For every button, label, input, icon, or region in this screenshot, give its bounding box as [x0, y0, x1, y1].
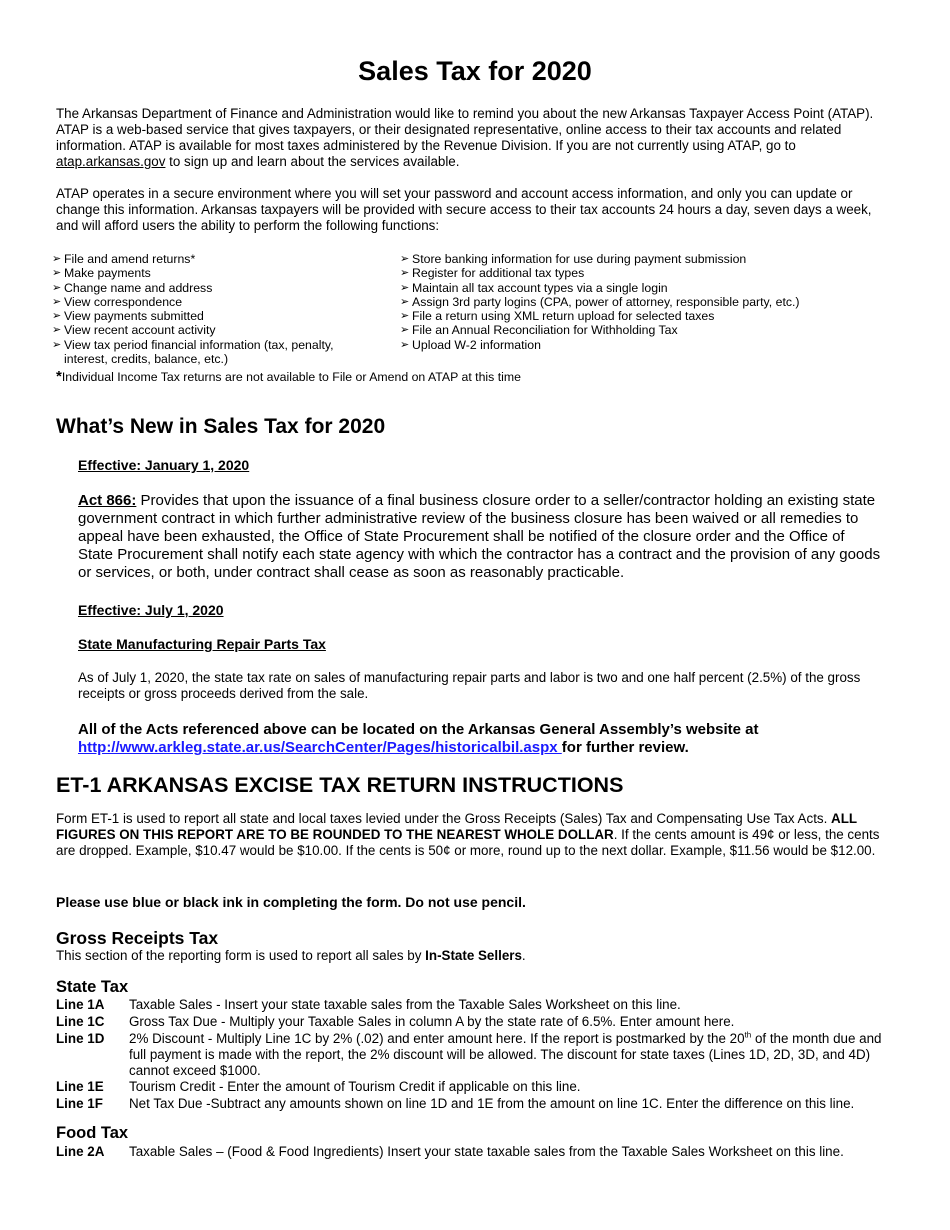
gross-text: This section of the reporting form is used to report all sales by [56, 948, 426, 963]
whats-new-heading: What’s New in Sales Tax for 2020 [56, 415, 386, 438]
act-label: Act 866: [78, 492, 137, 509]
arrow-bullet-icon: ➢ [52, 267, 62, 280]
arrow-bullet-icon: ➢ [400, 310, 410, 323]
arrow-bullet-icon: ➢ [400, 281, 410, 294]
functions-list-right [400, 252, 880, 352]
footnote-star: * [56, 368, 62, 385]
et1-heading: ET-1 ARKANSAS EXCISE TAX RETURN INSTRUCTIONS [56, 773, 624, 797]
list-item: ➢ View tax period financial information (tax, penalty, interest, credits, balance, etc.) [52, 337, 334, 367]
act-text: Provides that upon the issuance of a final business closure order to a seller/contractor holding an existing state government contract in which further administrative review of the business closure has been waived or all remedies to appeal have been exhausted, the Office of State Procurement shall be notified of the closure order and the Office of State Procurement shall notify each state agency with which the contractor has a contract and the provision of any goods or services, or both, under contract shall cease as soon as reasonably practicable. [78, 492, 881, 581]
footnote [56, 369, 521, 385]
list-item: ➢ Maintain all tax account types via a single login [400, 280, 668, 295]
list-item: ➢ Make payments [52, 266, 151, 281]
line-2a-row [56, 1144, 896, 1160]
line-text: Taxable Sales – (Food & Food Ingredients) Insert your state taxable sales from the Taxable Sales Worksheet on this line. [129, 1144, 844, 1159]
list-item: ➢ View recent account activity [52, 323, 216, 338]
line-1a-row [56, 997, 896, 1013]
footnote-text: Individual Income Tax returns are not available to File or Amend on ATAP at this time [61, 370, 521, 384]
repair-parts-text: As of July 1, 2020, the state tax rate on sales of manufacturing repair parts and labor is two and one half percent (2.5%) of the gross receipts or gross proceeds derived from the sale. [78, 670, 861, 701]
arrow-bullet-icon: ➢ [52, 310, 62, 323]
line-text: Gross Tax Due - Multiply your Taxable Sales in column A by the state rate of 6.5%. Enter amount here. [129, 1014, 735, 1029]
arrow-bullet-icon: ➢ [52, 324, 62, 337]
list-item: ➢ Assign 3rd party logins (CPA, power of attorney, responsible party, etc.) [400, 294, 800, 309]
line-text: 2% Discount - Multiply Line 1C by 2% (.02) and enter amount here. If the report is postmarked by the 20th of the month due and full payment is made with the report, the 2% discount will be allowed. The discount for state taxes (Lines 1D, 2D, 3D, and 4D) cannot exceed $1000. [129, 1030, 882, 1078]
list-item: ➢ File a return using XML return upload for selected taxes [400, 309, 715, 324]
effective-date-1: Effective: January 1, 2020 [78, 457, 250, 473]
line-label: Line 1E [56, 1079, 104, 1094]
et1-paragraph [56, 811, 886, 859]
repair-parts-heading: State Manufacturing Repair Parts Tax [78, 636, 326, 652]
arrow-bullet-icon: ➢ [400, 324, 410, 337]
arrow-bullet-icon: ➢ [400, 253, 410, 265]
et1-text: Form ET-1 is used to report all state and local taxes levied under the Gross Receipts (Sales) Tax and Compensating Use Tax Acts. [56, 811, 832, 826]
line-1d-row [56, 1031, 896, 1079]
intro-paragraph-1 [56, 106, 896, 170]
list-item: ➢ Change name and address [52, 280, 213, 295]
line-text: Net Tax Due -Subtract any amounts shown on line 1D and 1E from the amount on line 1C. Enter the difference on this line. [129, 1096, 855, 1111]
gross-receipts-heading: Gross Receipts Tax [56, 928, 219, 948]
arrow-bullet-icon: ➢ [52, 281, 62, 294]
line-text: Tourism Credit - Enter the amount of Tourism Credit if applicable on this line. [129, 1079, 581, 1094]
arrow-bullet-icon: ➢ [52, 338, 62, 351]
list-item: ➢ File and amend returns* [52, 252, 196, 266]
ink-note: Please use blue or black ink in completing the form. Do not use pencil. [56, 894, 526, 910]
arrow-bullet-icon: ➢ [400, 338, 410, 351]
et1-text-end: . If the cents amount is 49¢ or less, the cents are dropped. Example, $10.47 would be $10.00. If the cents is 50¢ or more, round up to the next dollar. Example, $11.56 would be $12.00. [56, 827, 880, 858]
arrow-bullet-icon: ➢ [52, 295, 62, 308]
page-title: Sales Tax for 2020 [358, 56, 592, 86]
line-1e-row [56, 1079, 896, 1095]
gross-end: . [521, 948, 526, 963]
intro-text: The Arkansas Department of Finance and Administration would like to remind you about the new Arkansas Taxpayer Access Point (ATAP). ATAP is a web-based service that gives taxpayers, or their designated representative, online access to their tax accounts and related information. ATAP is available for most taxes administered by the Revenue Division. If you are not currently using ATAP, go to [56, 106, 874, 153]
gross-receipts-text [56, 948, 526, 964]
functions-list-left [52, 252, 352, 366]
acts-note-end: for further review. [561, 739, 689, 756]
acts-note [78, 721, 878, 757]
arrow-bullet-icon: ➢ [52, 253, 62, 265]
line-1c-row [56, 1014, 896, 1030]
list-item: ➢ Store banking information for use during payment submission [400, 252, 747, 266]
atap-link[interactable]: atap.arkansas.gov [56, 154, 166, 169]
list-item: ➢ View correspondence [52, 294, 183, 309]
acts-note-text: All of the Acts referenced above can be located on the Arkansas General Assembly’s website at [78, 721, 759, 738]
intro-text-end: to sign up and learn about the services available. [165, 154, 460, 169]
list-item: ➢ View payments submitted [52, 309, 204, 324]
line-label: Line 1C [56, 1014, 105, 1029]
arrow-bullet-icon: ➢ [400, 267, 410, 280]
act-866-paragraph [78, 492, 883, 582]
line-label: Line 1A [56, 997, 105, 1012]
line-text: Taxable Sales - Insert your state taxable sales from the Taxable Sales Worksheet on this line. [129, 997, 681, 1012]
line-1f-row [56, 1096, 896, 1112]
arrow-bullet-icon: ➢ [400, 295, 410, 308]
intro-paragraph-2: ATAP operates in a secure environment where you will set your password and account access information, and only you can update or change this information. Arkansas taxpayers will be provided with secure access to their tax accounts 24 hours a day, seven days a week, and will afford users the ability to perform the following functions: [56, 186, 872, 233]
et1-bold-text: ALL FIGURES ON THIS REPORT ARE TO BE ROUNDED TO THE NEAREST WHOLE DOLLAR [56, 811, 857, 842]
list-item: ➢ Register for additional tax types [400, 266, 585, 281]
effective-date-2: Effective: July 1, 2020 [78, 602, 224, 618]
food-tax-heading: Food Tax [56, 1124, 129, 1142]
line-label: Line 1D [56, 1031, 105, 1046]
arkleg-link[interactable]: http://www.arkleg.state.ar.us/SearchCenter/Pages/historicalbil.aspx [78, 739, 562, 756]
list-item: ➢ Upload W-2 information [400, 337, 541, 352]
list-item: ➢ File an Annual Reconciliation for Withholding Tax [400, 323, 678, 338]
gross-bold: In-State Sellers [425, 948, 522, 963]
state-tax-heading: State Tax [56, 978, 129, 996]
line-label: Line 1F [56, 1096, 103, 1111]
line-label: Line 2A [56, 1144, 105, 1159]
